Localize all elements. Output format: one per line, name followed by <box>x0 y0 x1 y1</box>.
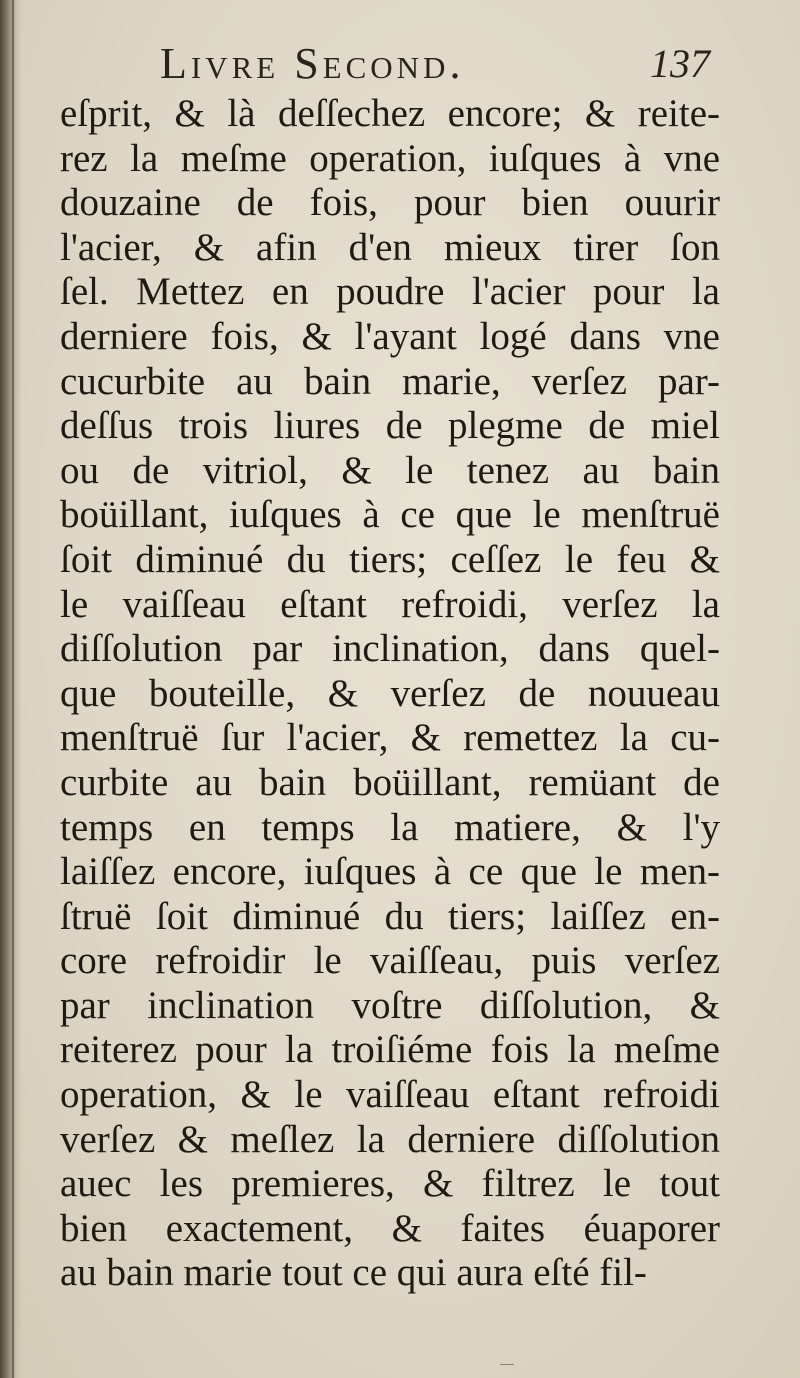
text-line: ſtruë ſoit diminué du tiers; laiſſez en- <box>60 894 720 938</box>
text-line: ſel. Mettez en poudre l'acier pour la <box>60 270 720 314</box>
text-line: que bouteille, & verſez de nouueau <box>60 671 720 715</box>
text-line: boüillant, iuſques à ce que le menſtruë <box>60 493 720 537</box>
running-head-title: Livre Second. <box>160 39 465 88</box>
text-line: rez la meſme operation, iuſques à vne <box>60 136 720 180</box>
page-gutter <box>0 0 22 1378</box>
text-line: reiterez pour la troiſiéme fois la meſme <box>60 1028 720 1072</box>
gutter-edge <box>12 0 14 1378</box>
text-line: menſtruë ſur l'acier, & remettez la cu- <box>60 716 720 760</box>
text-line: par inclination voſtre diſſolution, & <box>60 983 720 1027</box>
bottom-mark <box>500 1364 514 1365</box>
text-line: verſez & meſlez la derniere diſſolution <box>60 1117 720 1161</box>
text-line: derniere fois, & l'ayant logé dans vne <box>60 314 720 358</box>
text-line: deſſus trois liures de plegme de miel <box>60 404 720 448</box>
text-line: ou de vitriol, & le tenez au bain <box>60 448 720 492</box>
text-line: le vaiſſeau eſtant refroidi, verſez la <box>60 582 720 626</box>
text-line: laiſſez encore, iuſques à ce que le men- <box>60 850 720 894</box>
text-line: auec les premieres, & filtrez le tout <box>60 1162 720 1206</box>
text-line: l'acier, & afin d'en mieux tirer ſon <box>60 225 720 269</box>
text-line: curbite au bain boüillant, remüant de <box>60 760 720 804</box>
page-number: 137 <box>650 41 710 86</box>
text-line: eſprit, & là deſſechez encore; & reite- <box>60 92 720 135</box>
text-line: douzaine de fois, pour bien ouurir <box>60 181 720 225</box>
body-text <box>60 92 720 1296</box>
text-line: ſoit diminué du tiers; ceſſez le feu & <box>60 537 720 581</box>
text-line: cucurbite au bain marie, verſez par- <box>60 359 720 403</box>
text-line: bien exactement, & faites éuaporer <box>60 1206 720 1250</box>
text-line: core refroidir le vaiſſeau, puis verſez <box>60 939 720 983</box>
text-line: temps en temps la matiere, & l'y <box>60 805 720 849</box>
running-head <box>160 36 720 92</box>
text-line: operation, & le vaiſſeau eſtant refroidi <box>60 1073 720 1117</box>
text-line: diſſolution par inclination, dans quel- <box>60 627 720 671</box>
text-line: au bain marie tout ce qui aura eſté fil- <box>60 1251 647 1295</box>
